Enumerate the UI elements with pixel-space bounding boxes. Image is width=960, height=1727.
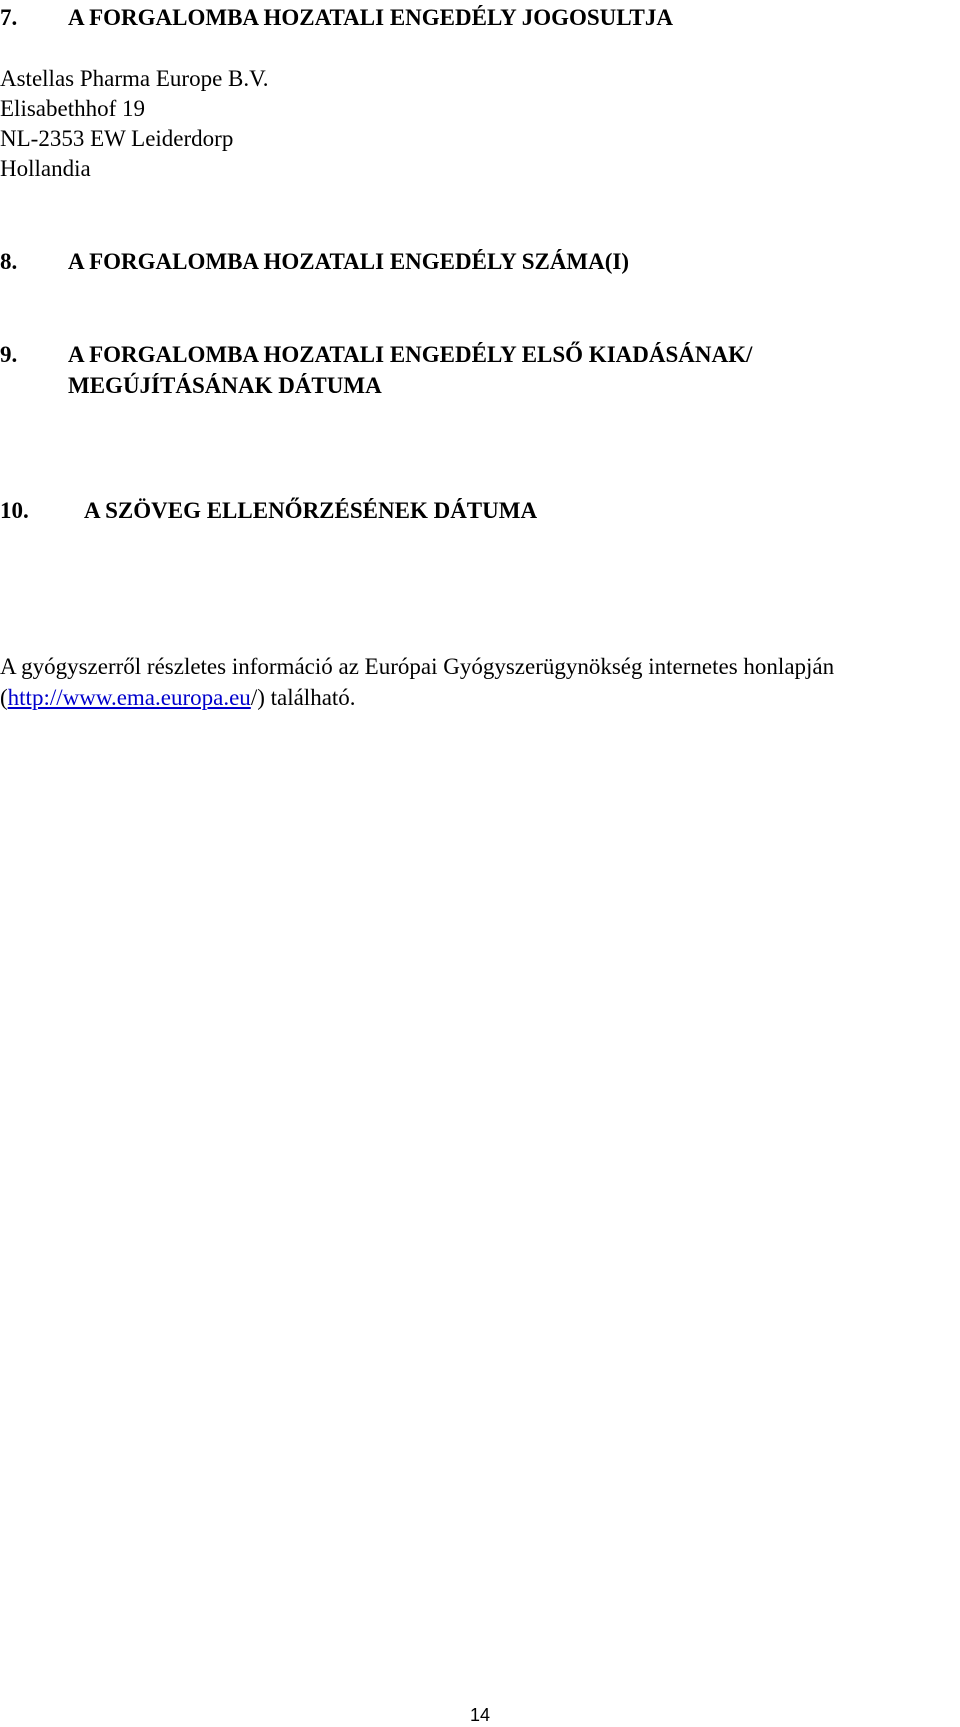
section-9-heading [0,339,960,401]
holder-street: Elisabethhof 19 [0,96,145,121]
section-9-number: 9. [0,342,18,367]
info-paragraph [0,651,960,713]
holder-country: Hollandia [0,156,91,181]
holder-address [0,64,960,184]
section-10-heading [0,495,960,526]
section-9-title [68,339,752,401]
section-7-number: 7. [0,5,18,30]
page-number: 14 [469,1705,491,1725]
section-8-heading [0,246,960,277]
section-10-number: 10. [0,498,29,523]
holder-company-name: Astellas Pharma Europe B.V. [0,66,269,91]
ema-website-link[interactable]: http://www.ema.europa.eu [7,685,251,710]
section-7 [0,2,960,33]
info-paragraph-line-1: A gyógyszerről részletes információ az Európai Gyógyszerügynökség internetes honlapján [0,654,835,679]
section-9 [0,339,960,401]
section-10-title: A SZÖVEG ELLENŐRZÉSÉNEK DÁTUMA [84,498,538,523]
section-8-number: 8. [0,249,18,274]
section-9-title-line-2: MEGÚJÍTÁSÁNAK DÁTUMA [68,373,382,398]
section-10 [0,495,960,526]
section-7-title: A FORGALOMBA HOZATALI ENGEDÉLY JOGOSULTJA [68,5,673,30]
open-paren: ( [0,685,8,710]
info-paragraph-suffix: /) található. [250,685,356,710]
section-7-heading [0,2,960,33]
holder-postal-city: NL-2353 EW Leiderdorp [0,126,234,151]
section-8-title: A FORGALOMBA HOZATALI ENGEDÉLY SZÁMA(I) [68,249,630,274]
section-8 [0,246,960,277]
info-paragraph-line-2 [0,682,960,713]
section-9-title-line-1: A FORGALOMBA HOZATALI ENGEDÉLY ELSŐ KIADÁSÁNAK/ [68,342,753,367]
